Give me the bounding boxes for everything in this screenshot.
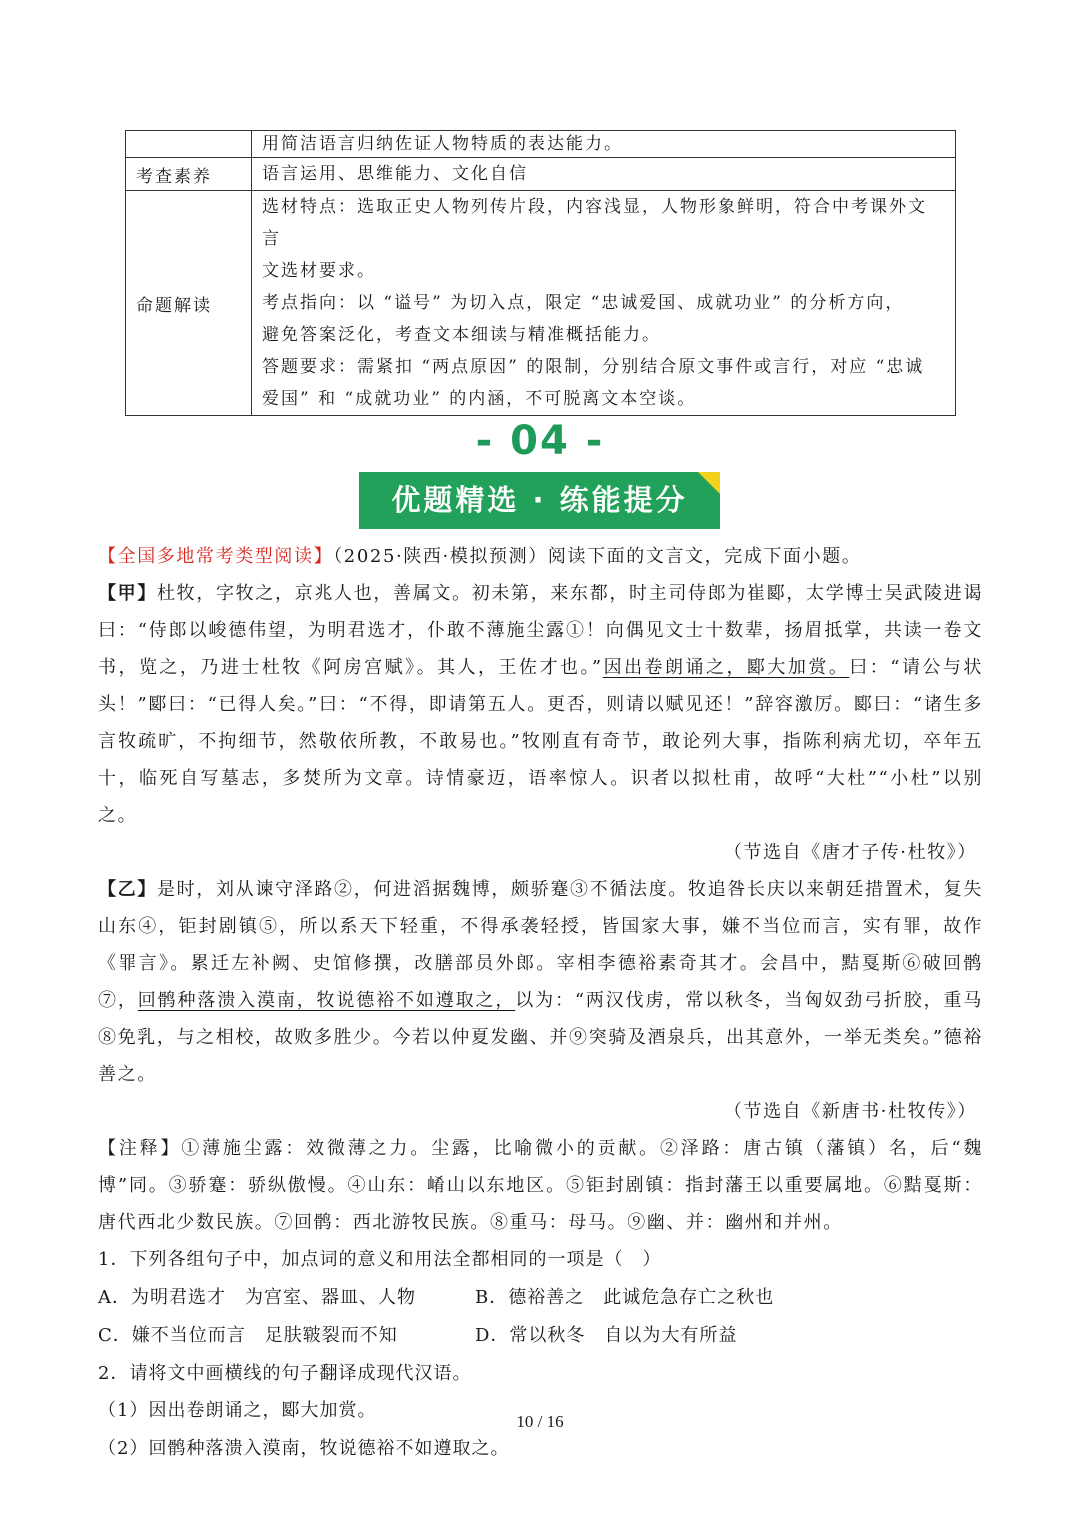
option-a: A．为明君选才 为宫室、器皿、人物 [98, 1286, 416, 1308]
notes-label: 【注释】 [98, 1138, 182, 1159]
table-row [126, 191, 956, 416]
passage-b-underlined: 回鹘种落溃入漠南，牧说德裕不如遵取之， [137, 990, 516, 1011]
table-label: 考查素养 [126, 158, 252, 191]
passage-b-text-2: 以为：“两汉伐虏，常以秋冬，当匈奴劲弓折胶，重马⑧免乳，与之相校，故败多胜少。今若以仲夏发幽、并⑨突骑及酒泉兵，出其意外，一举无类矣。”德裕善之。 [98, 990, 984, 1085]
question-1-stem: 1．下列各组句子中，加点词的意义和用法全都相同的一项是（ ） [98, 1249, 662, 1270]
passage-b-label: 【乙】 [98, 879, 158, 900]
notes-text: ①薄施尘露：效微薄之力。尘露，比喻微小的贡献。②泽路：唐古镇（藩镇）名，后“魏博”同。③骄蹇：骄纵傲慢。④山东：崤山以东地区。⑤钜封剧镇：指封藩王以重要属地。⑥黠戛斯：唐代西北少数民族。⑦回鹘：西北游牧民族。⑧重马：母马。⑨幽、并：幽州和并州。 [98, 1138, 983, 1233]
reading-body [98, 538, 983, 1467]
table-line: 爱国” 和 “成就功业” 的内涵，不可脱离文本空谈。 [262, 389, 697, 409]
section-banner [359, 472, 720, 529]
question-2-sentence-2: （2）回鹘种落溃入漠南，牧说德裕不如遵取之。 [98, 1437, 510, 1459]
table-row [126, 158, 956, 191]
question-2-sentence-1: （1）因出卷朗诵之，郾大加赏。 [98, 1400, 377, 1421]
table-cell: 用简洁语言归纳佐证人物特质的表达能力。 [252, 131, 956, 158]
passage-a [98, 575, 983, 834]
question-2-stem: 2．请将文中画横线的句子翻译成现代汉语。 [98, 1362, 472, 1384]
table-line: 考点指向：以 “谥号” 为切入点，限定 “忠诚爱国、成就功业” 的分析方向， [262, 293, 905, 313]
passage-a-underlined: 因出卷朗诵之，郾大加赏。 [602, 657, 850, 678]
table-line: 文选材要求。 [262, 261, 376, 281]
passage-b-source: （节选自《新唐书·杜牧传》） [723, 1101, 977, 1122]
passage-a-text-2: 曰：“请公与状头！”郾曰：“已得人矣。”曰：“不得，即请第五人。更否，则请以赋见还！”辞容激厉。郾曰：“诸生多言牧疏旷，不拘细节，然敬依所教，不敢易也。”牧刚直有奇节，敢论列大事，指陈利病尤切，卒年五十，临死自写墓志，多焚所为文章。诗情豪迈，语率惊人。识者以拟杜甫，故呼“大杜”“小杜”以别之。 [98, 657, 983, 826]
table-line: 选材特点：选取正史人物列传片段，内容浅显，人物形象鲜明，符合中考课外文言 [262, 197, 927, 249]
question-1-options-row [98, 1279, 983, 1317]
notes [98, 1130, 983, 1241]
section-title: 优题精选 · 练能提分 [391, 483, 688, 517]
table-line: 答题要求：需紧扣 “两点原因” 的限制，分别结合原文事件或言行，对应 “忠诚 [262, 357, 925, 377]
table-cell: 语言运用、思维能力、文化自信 [252, 158, 956, 191]
passage-b-text-1: 是时，刘从谏守泽路②，何进滔据魏博，颇骄蹇③不循法度。牧追咎长庆以来朝廷措置术，复失山东④，钜封剧镇⑤，所以系天下轻重，不得承袭轻授，皆国家大事，嫌不当位而言，实有罪，故作《罪言》。累迁左补阙、史馆修撰，改膳部员外郎。宰相李德裕素奇其才。会昌中，黠戛斯⑥破回鹘⑦， [98, 879, 983, 1011]
passage-a-label: 【甲】 [98, 583, 158, 604]
info-table [125, 130, 956, 416]
table-row [126, 131, 956, 158]
option-b: B．德裕善之 此诚危急存亡之秋也 [475, 1286, 775, 1308]
option-d: D．常以秋冬 自以为大有所益 [475, 1324, 738, 1346]
table-line: 避免答案泛化，考查文本细读与精准概括能力。 [262, 325, 661, 345]
page-number: 10 / 16 [516, 1412, 564, 1431]
section-number: - 04 - [475, 418, 605, 464]
intro-tag: 【全国多地常考类型阅读】 [98, 546, 334, 567]
table-label: 命题解读 [126, 191, 252, 416]
intro-line [98, 538, 983, 575]
option-c: C．嫌不当位而言 足肤皲裂而不知 [98, 1324, 398, 1346]
table-cell-multiline [252, 191, 956, 416]
banner-corner-decoration [698, 472, 720, 494]
passage-a-text-1: 杜牧，字牧之，京兆人也，善属文。初未第，来东都，时主司侍郎为崔郾，太学博士吴武陵进谒曰：“侍郎以峻德伟望，为明君选才，仆敢不薄施尘露①！向偶见文士十数辈，扬眉抵掌，共读一卷文书，览之，乃进士杜牧《阿房宫赋》。其人，王佐才也。” [98, 583, 983, 678]
passage-b [98, 871, 983, 1093]
table-label-empty [126, 131, 252, 158]
passage-a-source: （节选自《唐才子传·杜牧》） [723, 842, 977, 863]
intro-text: （2025·陕西·模拟预测）阅读下面的文言文，完成下面小题。 [333, 546, 862, 567]
question-1-options-row [98, 1317, 983, 1355]
